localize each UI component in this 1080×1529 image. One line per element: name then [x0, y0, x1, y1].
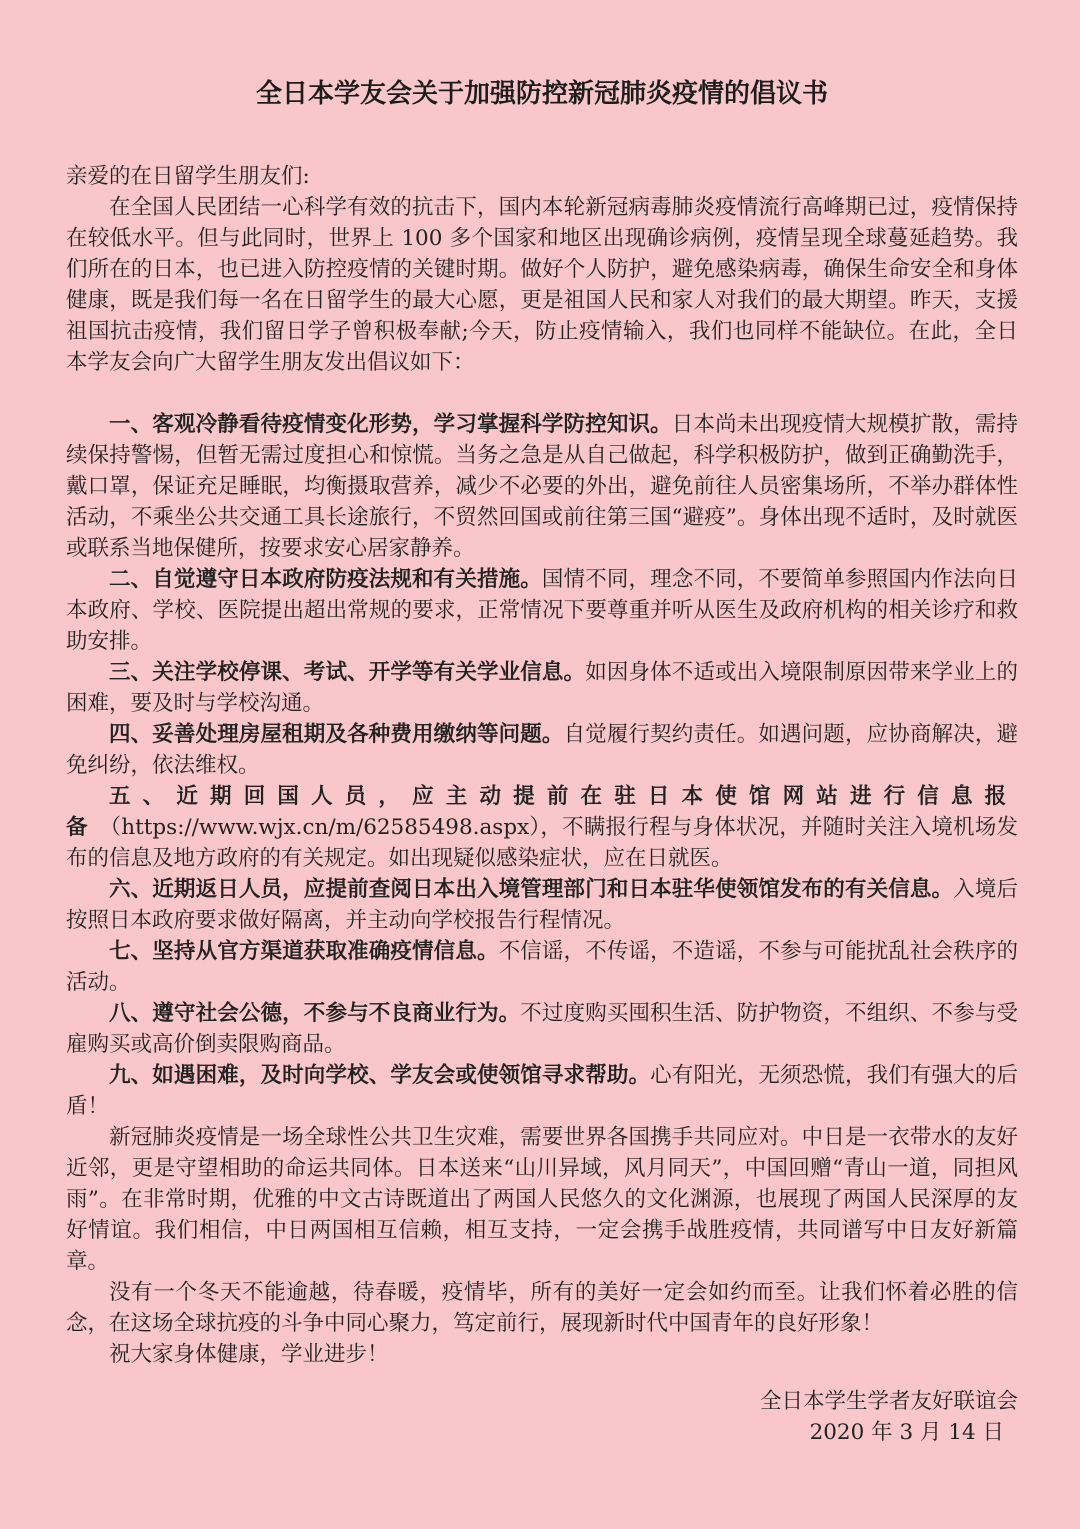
- paragraph-gap: [66, 378, 1018, 409]
- proposal-item-heading: 七、坚持从官方渠道获取准确疫情信息。: [109, 939, 499, 964]
- proposal-item-heading: 三、关注学校停课、考试、开学等有关学业信息。: [109, 660, 586, 685]
- proposal-item-8: [66, 998, 1018, 1060]
- proposal-item-text: 国情不同，理念不同，不要简单参照国内作法向日本政府、学校、医院提出超出常规的要求，正常情况下要尊重并听从医生及政府机构的相关诊疗和救助安排。: [66, 567, 1018, 654]
- proposal-item-6: [66, 874, 1018, 936]
- proposal-item-heading: 一、客观冷静看待疫情变化形势，学习掌握科学防控知识。: [109, 412, 672, 437]
- proposal-item-1: [66, 409, 1018, 564]
- proposal-item-text: 心有阳光，无须恐慌，我们有强大的后盾！: [66, 1063, 1018, 1119]
- closing-wishes: 祝大家身体健康，学业进步！: [109, 1342, 389, 1367]
- proposal-item-3: [66, 657, 1018, 719]
- proposal-item-heading: 九、如遇困难，及时向学校、学友会或使领馆寻求帮助。: [109, 1063, 651, 1088]
- proposal-item-4: [66, 719, 1018, 781]
- intro-paragraph: 在全国人民团结一心科学有效的抗击下，国内本轮新冠病毒肺炎疫情流行高峰期已过，疫情保持在较低水平。但与此同时，世界上 100 多个国家和地区出现确诊病例，疫情呈现全球蔓延趋势。我们所在的日本，也已进入防控疫情的关键时期。做好个人防护，避免感染病毒，确保生命安全和身体健康，既是我们每一名在日留学生的最大心愿，更是祖国人民和家人对我们的最大期望。昨天，支援祖国抗击疫情，我们留日学子曾积极奉献;今天，防止疫情输入，我们也同样不能缺位。在此，全日本学友会向广大留学生朋友发出倡议如下：: [66, 195, 1018, 375]
- proposal-item-text: 入境后按照日本政府要求做好隔离，并主动向学校报告行程情况。: [66, 877, 1018, 933]
- closing-paragraph-1: 新冠肺炎疫情是一场全球性公共卫生灾难，需要世界各国携手共同应对。中日是一衣带水的友好近邻，更是守望相助的命运共同体。日本送来“山川异域，风月同天”，中国回赠“青山一道，同担风雨”。在非常时期，优雅的中文古诗既道出了两国人民悠久的文化渊源，也展现了两国人民深厚的友好情谊。我们相信，中日两国相互信赖，相互支持，一定会携手战胜疫情，共同谱写中日友好新篇章。: [66, 1125, 1018, 1274]
- proposal-item-heading: 五、近期回国人员，应主动提前在驻日本使馆网站进行信息报备: [66, 784, 1018, 840]
- signature-organization: 全日本学生学者友好联谊会: [759, 1389, 1018, 1414]
- proposal-item-heading: 二、自觉遵守日本政府防疫法规和有关措施。: [109, 567, 542, 592]
- proposal-item-heading: 八、遵守社会公德，不参与不良商业行为。: [109, 1001, 521, 1026]
- signature-date: 2020 年 3 月 14 日: [809, 1420, 1004, 1445]
- letter-body: [66, 161, 1018, 1370]
- proposal-item-text: 不信谣，不传谣，不造谣，不参与可能扰乱社会秩序的活动。: [66, 939, 1018, 995]
- proposal-item-heading: 四、妥善处理房屋租期及各种费用缴纳等问题。: [109, 722, 564, 747]
- proposal-item-9: [66, 1060, 1018, 1122]
- page-title: 全日本学友会关于加强防控新冠肺炎疫情的倡议书: [255, 79, 828, 109]
- greeting: 亲爱的在日留学生朋友们:: [66, 164, 310, 189]
- proposal-item-5: [66, 781, 1018, 874]
- proposal-item-text: 日本尚未出现疫情大规模扩散，需持续保持警惕，但暂无需过度担心和惊慌。当务之急是从自己做起，科学积极防护，做到正确勤洗手，戴口罩，保证充足睡眠，均衡摄取营养，减少不必要的外出，避免前往人员密集场所，不举办群体性活动，不乘坐公共交通工具长途旅行，不贸然回国或前往第三国“避疫”。身体出现不适时，及时就医或联系当地保健所，按要求安心居家静养。: [66, 412, 1018, 561]
- proposal-item-7: [66, 936, 1018, 998]
- signature-block: [760, 1386, 1018, 1448]
- registration-url: （https://www.wjx.cn/m/62585498.aspx）: [99, 815, 541, 840]
- proposal-item-heading: 六、近期返日人员，应提前查阅日本出入境管理部门和日本驻华使领馆发布的有关信息。: [109, 877, 954, 902]
- proposal-item-text: ，不瞒报行程与身体状况，并随时关注入境机场发布的信息及地方政府的有关规定。如出现疑似感染症状，应在日就医。: [66, 815, 1018, 871]
- proposal-item-text: 自觉履行契约责任。如遇问题，应协商解决，避免纠纷，依法维权。: [66, 722, 1018, 778]
- proposal-item-text: 不过度购买囤积生活、防护物资，不组织、不参与受雇购买或高价倒卖限购商品。: [66, 1001, 1018, 1057]
- proposal-item-text: 如因身体不适或出入境限制原因带来学业上的困难，要及时与学校沟通。: [66, 660, 1018, 716]
- closing-paragraph-2: 没有一个冬天不能逾越，待春暖，疫情毕，所有的美好一定会如约而至。让我们怀着必胜的信念，在这场全球抗疫的斗争中同心聚力，笃定前行，展现新时代中国青年的良好形象！: [66, 1280, 1018, 1336]
- proposal-item-2: [66, 564, 1018, 657]
